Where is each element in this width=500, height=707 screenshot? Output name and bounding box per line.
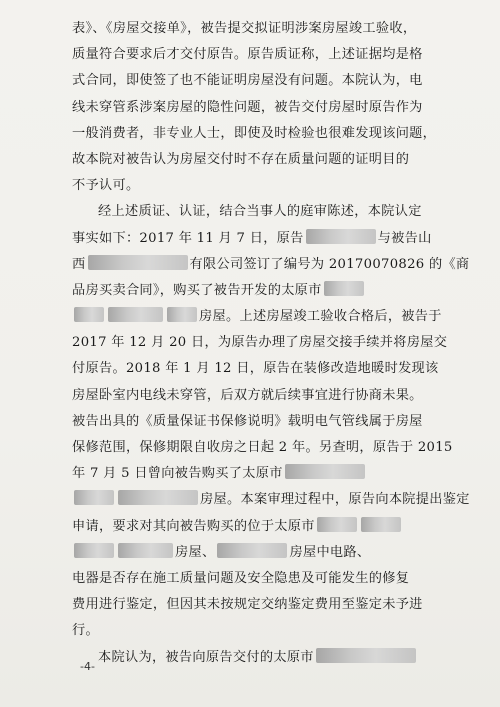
text-line: 被告出具的《质量保证书保修说明》载明电气管线属于房屋 (72, 413, 423, 429)
text-line: 电器是否存在施工质量问题及安全隐患及可能发生的修复 (72, 570, 410, 586)
paragraph-evidence-review (72, 16, 457, 199)
text-line (72, 514, 457, 540)
text-line: 一般消费者，非专业人士，即使及时检验也很难发现该问题， (72, 125, 437, 141)
redaction-block (74, 543, 114, 558)
redaction-block (324, 281, 364, 296)
text-fragment: 本院认为，被告向原告交付的太原市 (98, 649, 314, 665)
text-fragment: 房屋中电路、 (289, 544, 371, 560)
text-line: 式合同，即使签了也不能证明房屋没有问题。本院认为，电 (72, 73, 423, 89)
redaction-block (306, 229, 376, 244)
text-line (72, 278, 457, 304)
text-line: 保修范围，保修期限自收房之日起 2 年。另查明，原告于 2015 (72, 440, 453, 455)
paragraph-facts (72, 199, 470, 644)
text-line: 付原告。2018 年 1 月 12 日，原告在装修改造地暖时发现该 (72, 361, 439, 377)
text-fragment: 与被告山 (377, 230, 432, 246)
text-line (72, 252, 470, 278)
text-fragment: 房屋、 (175, 544, 216, 560)
redaction-block (74, 490, 114, 505)
text-line: 表》、《房屋交接单》，被告提交拟证明涉案房屋竣工验收， (72, 21, 417, 36)
text-fragment: 西 (72, 256, 86, 272)
text-line (72, 226, 457, 252)
redaction-block (108, 307, 163, 322)
text-line (72, 645, 457, 671)
text-fragment: 年 7 月 5 日曾向被告购买了太原市 (72, 466, 283, 482)
text-line (72, 461, 457, 487)
redaction-block (317, 517, 357, 532)
text-line: 行。 (72, 623, 99, 639)
text-line: 不予认可。 (72, 178, 140, 194)
text-line: 经上述质证、认证，结合当事人的庭审陈述，本院认定 (98, 204, 422, 220)
text-fragment: 事实如下：2017 年 11 月 7 日，原告 (72, 230, 304, 246)
text-line: 质量符合要求后才交付原告。原告质证称，上述证据均是格 (72, 47, 423, 63)
redaction-block (285, 464, 365, 479)
text-line: 线未穿管系涉案房屋的隐性问题，被告交付房屋时原告作为 (72, 99, 423, 115)
text-fragment: 房屋。上述房屋竣工验收合格后，被告于 (199, 309, 442, 325)
text-line (72, 540, 457, 566)
text-line: 故本院对被告认为房屋交付时不存在质量问题的证明目的 (72, 151, 410, 167)
redaction-block (88, 255, 188, 270)
text-line: 2017 年 12 月 20 日，为原告办理了房屋交接手续并将房屋交 (72, 335, 448, 351)
redaction-block (167, 307, 197, 322)
text-fragment: 有限公司签订了编号为 20170070826 的《商 (189, 256, 470, 272)
text-line (72, 304, 457, 330)
text-line (72, 487, 470, 513)
text-fragment: 品房买卖合同》，购买了被告开发的太原市 (72, 282, 322, 298)
redaction-block (118, 490, 198, 505)
redaction-block (316, 648, 416, 663)
text-fragment: 申请，要求对其向被告购买的位于太原市 (72, 518, 315, 534)
redaction-block (217, 543, 287, 558)
redaction-block (118, 543, 173, 558)
text-line: 费用进行鉴定，但因其未按规定交纳鉴定费用至鉴定未予进 (72, 597, 423, 613)
text-line: 房屋卧室内电线未穿管，后双方就后续事宜进行协商未果。 (72, 387, 423, 403)
redaction-block (361, 517, 401, 532)
redaction-block (74, 307, 104, 322)
paragraph-court-opinion (72, 645, 457, 671)
page-number: -4- (80, 660, 95, 673)
text-fragment: 房屋。本案审理过程中，原告向本院提出鉴定 (200, 492, 470, 508)
document-body (72, 16, 470, 671)
